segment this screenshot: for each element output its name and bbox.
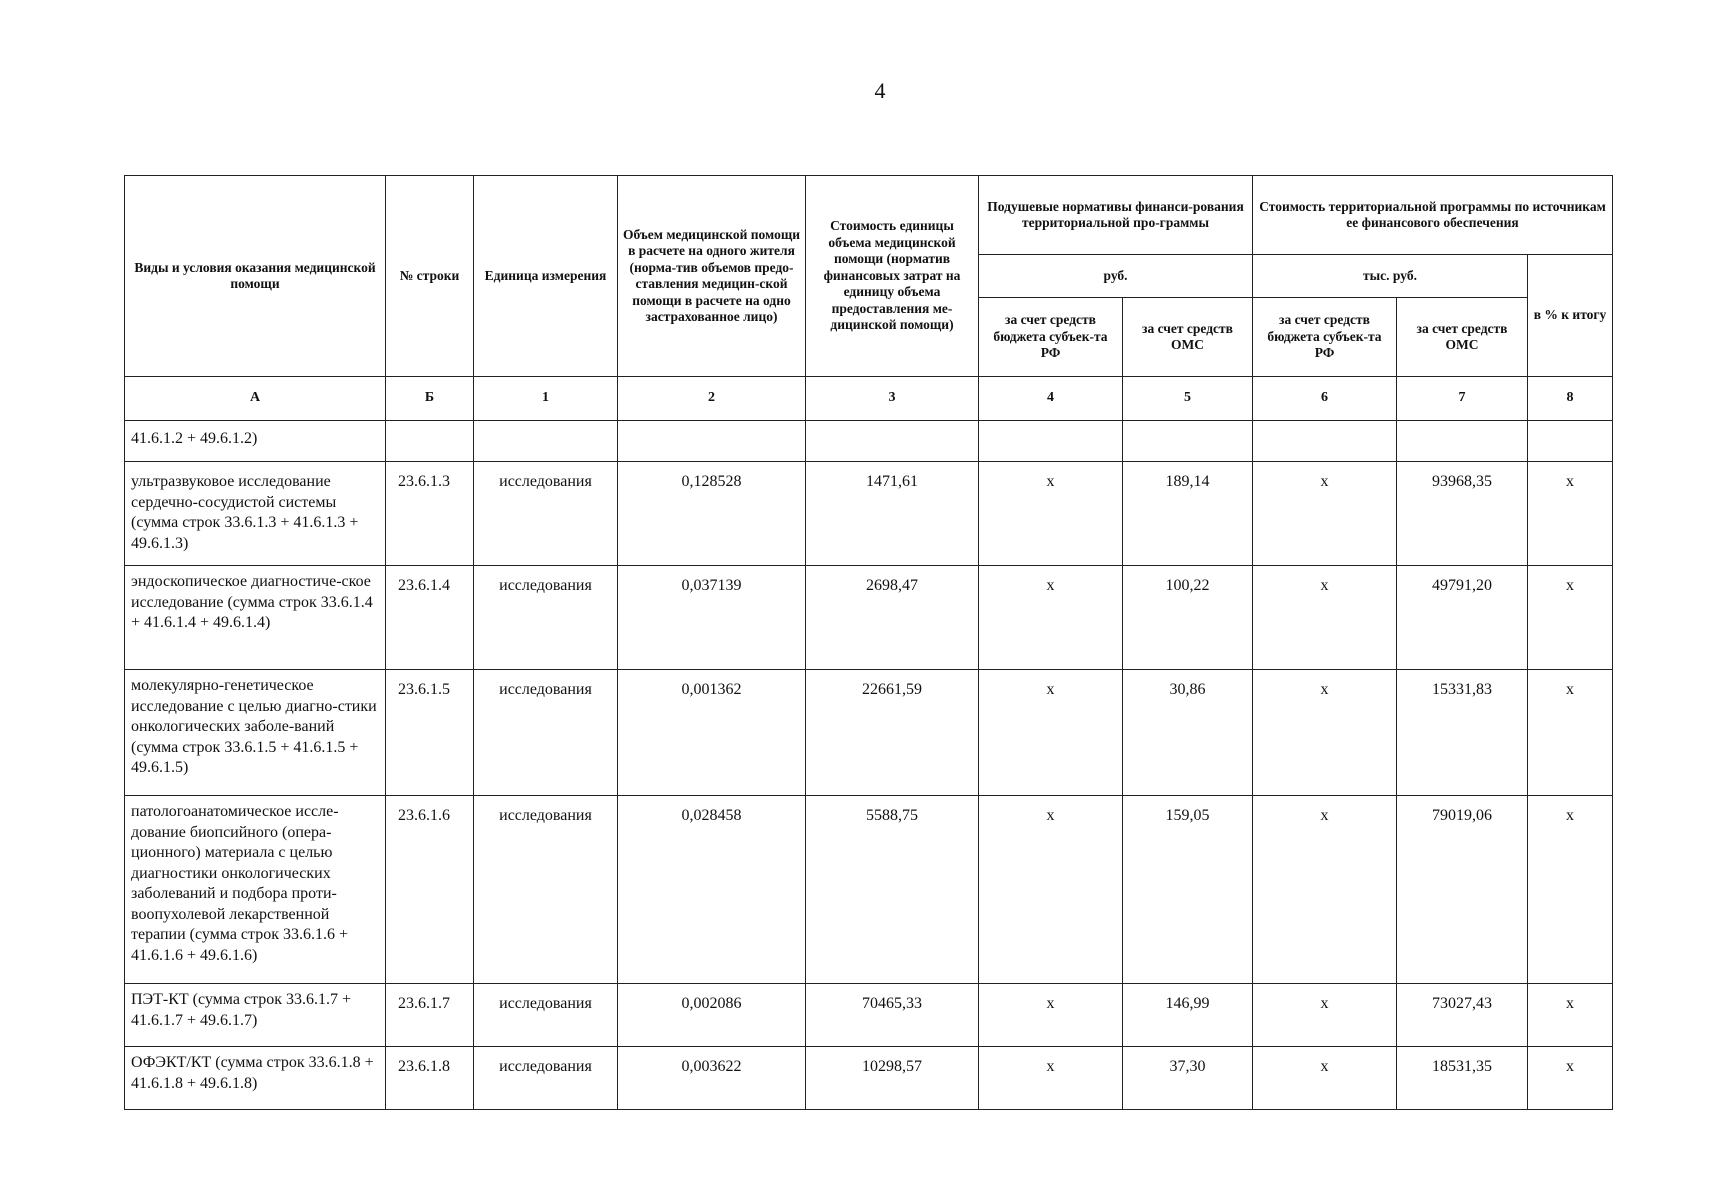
- row-col8: х: [1528, 566, 1613, 670]
- header-care-types: Виды и условия оказания медицинской помощи: [125, 176, 386, 377]
- header-per-capita: Подушевые нормативы финанси-рования территориальной про-граммы: [979, 176, 1253, 255]
- row-col4: х: [979, 670, 1123, 796]
- row-unit: исследования: [474, 462, 618, 566]
- header-oms: за счет средств ОМС: [1123, 298, 1253, 377]
- row-col4: х: [979, 462, 1123, 566]
- row-cost: 2698,47: [806, 566, 979, 670]
- index-4: 4: [979, 377, 1123, 421]
- row-code: [386, 421, 474, 462]
- row-col5: 30,86: [1123, 670, 1253, 796]
- row-col8: х: [1528, 462, 1613, 566]
- index-3: 3: [806, 377, 979, 421]
- index-1: 1: [474, 377, 618, 421]
- row-col5: 37,30: [1123, 1047, 1253, 1110]
- row-unit: [474, 421, 618, 462]
- row-col6: х: [1253, 566, 1397, 670]
- row-col7: 15331,83: [1397, 670, 1528, 796]
- row-code: 23.6.1.5: [386, 670, 474, 796]
- row-col8: х: [1528, 1047, 1613, 1110]
- row-col4: х: [979, 566, 1123, 670]
- row-name: 41.6.1.2 + 49.6.1.2): [125, 421, 386, 462]
- index-7: 7: [1397, 377, 1528, 421]
- header-thous-rub: тыс. руб.: [1253, 255, 1528, 298]
- row-col4: [979, 421, 1123, 462]
- row-cost: 70465,33: [806, 984, 979, 1047]
- row-col7: 73027,43: [1397, 984, 1528, 1047]
- row-col8: х: [1528, 670, 1613, 796]
- row-code: 23.6.1.8: [386, 1047, 474, 1110]
- index-a: А: [125, 377, 386, 421]
- row-volume: 0,037139: [618, 566, 806, 670]
- row-col5: 100,22: [1123, 566, 1253, 670]
- header-rub: руб.: [979, 255, 1253, 298]
- row-col4: х: [979, 1047, 1123, 1110]
- header-row-number: № строки: [386, 176, 474, 377]
- index-b: Б: [386, 377, 474, 421]
- table-row: [125, 670, 1613, 796]
- row-unit: исследования: [474, 566, 618, 670]
- index-5: 5: [1123, 377, 1253, 421]
- index-2: 2: [618, 377, 806, 421]
- row-col6: [1253, 421, 1397, 462]
- row-cost: 1471,61: [806, 462, 979, 566]
- table-row: [125, 566, 1613, 670]
- row-code: 23.6.1.6: [386, 796, 474, 984]
- row-unit: исследования: [474, 984, 618, 1047]
- header-program-cost: Стоимость территориальной программы по источникам ее финансового обеспечения: [1253, 176, 1613, 255]
- header-volume: Объем медицинской помощи в расчете на одного жителя (норма-тив объемов предо-ставления медицин-ской помощи в расчете на одно застрахованное лицо): [618, 176, 806, 377]
- row-code: 23.6.1.4: [386, 566, 474, 670]
- row-cost: 22661,59: [806, 670, 979, 796]
- row-col8: [1528, 421, 1613, 462]
- row-name: ОФЭКТ/КТ (сумма строк 33.6.1.8 + 41.6.1.8 + 49.6.1.8): [125, 1047, 386, 1110]
- header-oms-2: за счет средств ОМС: [1397, 298, 1528, 377]
- header-budget: за счет средств бюджета субъек-та РФ: [979, 298, 1123, 377]
- row-volume: 0,003622: [618, 1047, 806, 1110]
- index-6: 6: [1253, 377, 1397, 421]
- row-cost: 5588,75: [806, 796, 979, 984]
- row-volume: [618, 421, 806, 462]
- row-col5: 189,14: [1123, 462, 1253, 566]
- row-col6: х: [1253, 1047, 1397, 1110]
- row-unit: исследования: [474, 796, 618, 984]
- row-unit: исследования: [474, 1047, 618, 1110]
- table-row: [125, 984, 1613, 1047]
- row-cost: [806, 421, 979, 462]
- row-name: ПЭТ-КТ (сумма строк 33.6.1.7 + 41.6.1.7 + 49.6.1.7): [125, 984, 386, 1047]
- table-row: [125, 421, 1613, 462]
- row-col4: х: [979, 796, 1123, 984]
- row-unit: исследования: [474, 670, 618, 796]
- medical-care-table: [124, 175, 1613, 1110]
- row-col6: х: [1253, 796, 1397, 984]
- row-name: эндоскопическое диагностиче-ское исследование (сумма строк 33.6.1.4 + 41.6.1.4 + 49.6.1.4): [125, 566, 386, 670]
- row-col7: [1397, 421, 1528, 462]
- row-col5: [1123, 421, 1253, 462]
- row-volume: 0,128528: [618, 462, 806, 566]
- index-8: 8: [1528, 377, 1613, 421]
- row-cost: 10298,57: [806, 1047, 979, 1110]
- row-col5: 146,99: [1123, 984, 1253, 1047]
- row-code: 23.6.1.7: [386, 984, 474, 1047]
- header-budget-2: за счет средств бюджета субъек-та РФ: [1253, 298, 1397, 377]
- row-col6: х: [1253, 670, 1397, 796]
- row-volume: 0,028458: [618, 796, 806, 984]
- row-volume: 0,002086: [618, 984, 806, 1047]
- table-row: [125, 1047, 1613, 1110]
- row-col8: х: [1528, 796, 1613, 984]
- row-name: молекулярно-генетическое исследование с целью диагно-стики онкологических заболе-ваний (сумма строк 33.6.1.5 + 41.6.1.5 + 49.6.1.5): [125, 670, 386, 796]
- header-percent: в % к итогу: [1528, 255, 1613, 377]
- row-col4: х: [979, 984, 1123, 1047]
- table-row: [125, 796, 1613, 984]
- page-number: 4: [874, 78, 886, 103]
- row-col7: 18531,35: [1397, 1047, 1528, 1110]
- row-col5: 159,05: [1123, 796, 1253, 984]
- table-row: [125, 462, 1613, 566]
- header-unit-cost: Стоимость единицы объема медицинской помощи (норматив финансовых затрат на единицу объема предоставления ме-дицинской помощи): [806, 176, 979, 377]
- row-code: 23.6.1.3: [386, 462, 474, 566]
- row-volume: 0,001362: [618, 670, 806, 796]
- row-col7: 93968,35: [1397, 462, 1528, 566]
- row-name: патологоанатомическое иссле-дование биопсийного (опера-ционного) материала с целью диагностики онкологических заболеваний и подбора проти-воопухолевой лекарственной терапии (сумма строк 33.6.1.6 + 41.6.1.6 + 49.6.1.6): [125, 796, 386, 984]
- row-col7: 79019,06: [1397, 796, 1528, 984]
- row-col6: х: [1253, 984, 1397, 1047]
- row-name: ультразвуковое исследование сердечно-сосудистой системы (сумма строк 33.6.1.3 + 41.6.1.3 + 49.6.1.3): [125, 462, 386, 566]
- header-unit: Единица измерения: [474, 176, 618, 377]
- row-col8: х: [1528, 984, 1613, 1047]
- row-col6: х: [1253, 462, 1397, 566]
- row-col7: 49791,20: [1397, 566, 1528, 670]
